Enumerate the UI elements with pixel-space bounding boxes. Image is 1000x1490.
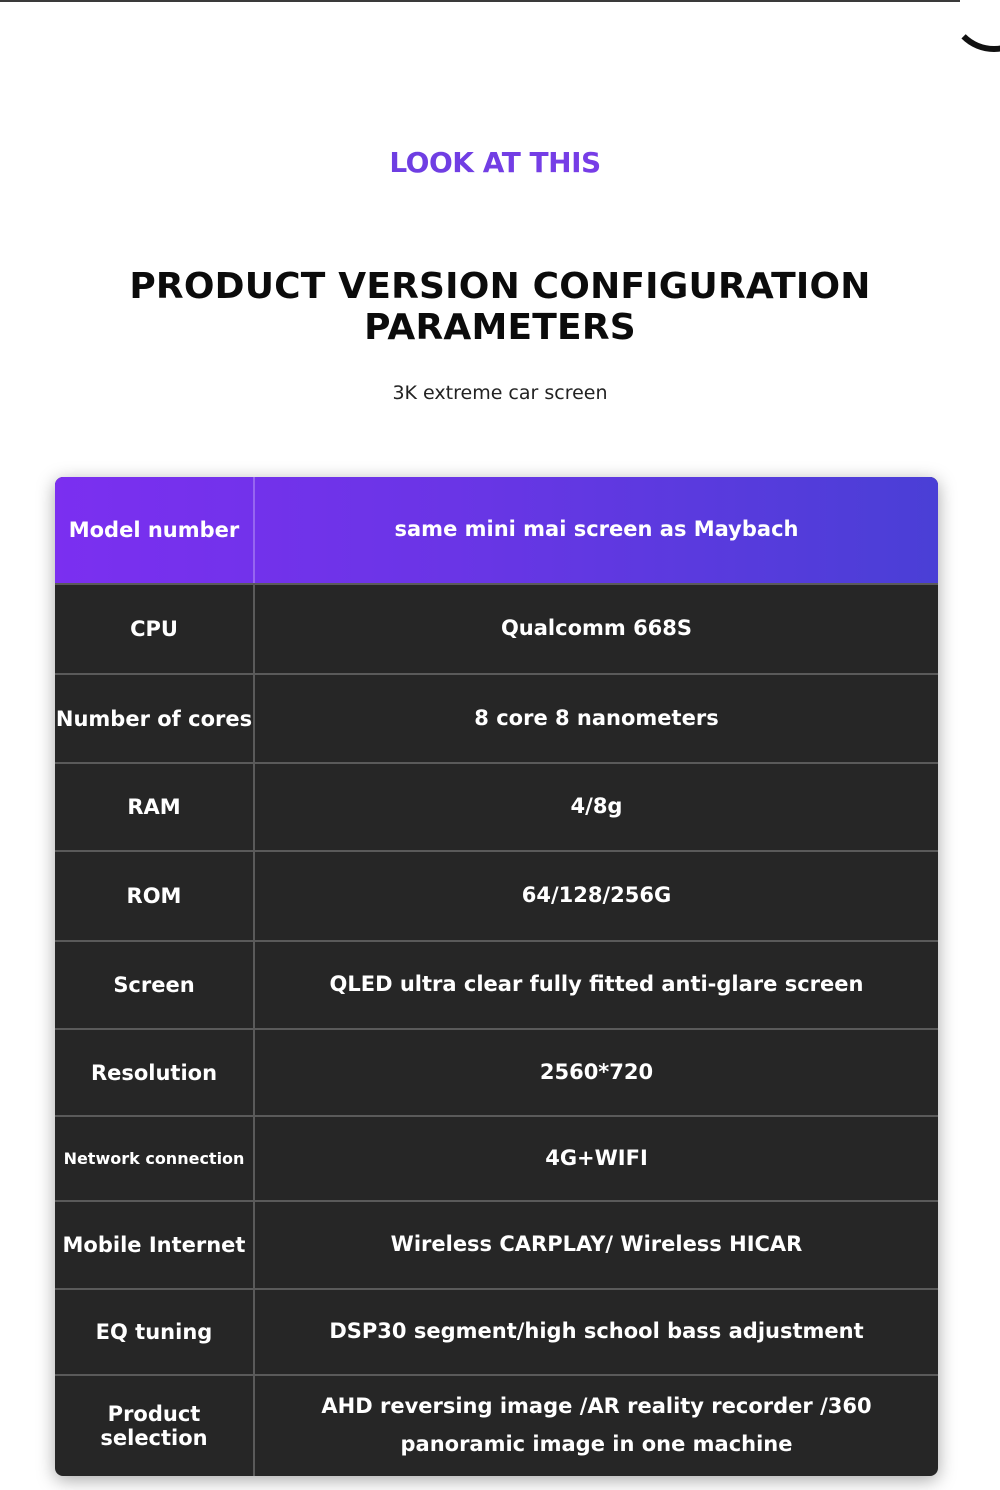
table-row xyxy=(55,673,938,762)
row-value: QLED ultra clear fully fitted anti-glare screen xyxy=(329,972,864,997)
table-row xyxy=(55,940,938,1028)
row-label: CPU xyxy=(55,585,255,673)
table-row xyxy=(55,1374,938,1476)
corner-decoration xyxy=(948,0,1000,52)
top-divider-line xyxy=(0,0,960,2)
table-row xyxy=(55,1200,938,1288)
table-row xyxy=(55,583,938,673)
table-row xyxy=(55,1288,938,1374)
row-value: Wireless CARPLAY/ Wireless HICAR xyxy=(390,1232,803,1257)
row-value: 2560*720 xyxy=(539,1059,654,1084)
row-value: DSP30 segment/high school bass adjustment xyxy=(329,1319,864,1344)
row-value: Qualcomm 668S xyxy=(500,616,693,641)
spec-table xyxy=(55,477,938,1476)
row-value: 4G+WIFI xyxy=(545,1145,648,1170)
table-header-row xyxy=(55,477,938,583)
table-row xyxy=(55,850,938,940)
row-label: EQ tuning xyxy=(55,1290,255,1374)
row-label: RAM xyxy=(55,764,255,850)
row-value: 64/128/256G xyxy=(521,883,672,908)
row-label: Resolution xyxy=(55,1030,255,1115)
table-row xyxy=(55,762,938,850)
row-label: Number of cores xyxy=(55,675,255,762)
row-value: 8 core 8 nanometers xyxy=(474,705,719,730)
eyebrow-text: LOOK AT THIS xyxy=(0,146,990,179)
header-label: Model number xyxy=(55,477,255,583)
table-row xyxy=(55,1115,938,1200)
page-subtitle: 3K extreme car screen xyxy=(392,382,608,404)
row-label: Screen xyxy=(55,942,255,1028)
row-label: Mobile Internet xyxy=(55,1202,255,1288)
row-label: ROM xyxy=(55,852,255,940)
row-label: Network connection xyxy=(55,1117,255,1200)
header-value: same mini mai screen as Maybach xyxy=(394,517,799,542)
row-value: AHD reversing image /AR reality recorder /360 panoramic image in one machine xyxy=(321,1394,872,1456)
row-value: 4/8g xyxy=(570,794,623,819)
row-label: Product selection xyxy=(55,1376,255,1476)
page-title: PRODUCT VERSION CONFIGURATION PARAMETERS xyxy=(129,266,871,348)
table-row xyxy=(55,1028,938,1115)
